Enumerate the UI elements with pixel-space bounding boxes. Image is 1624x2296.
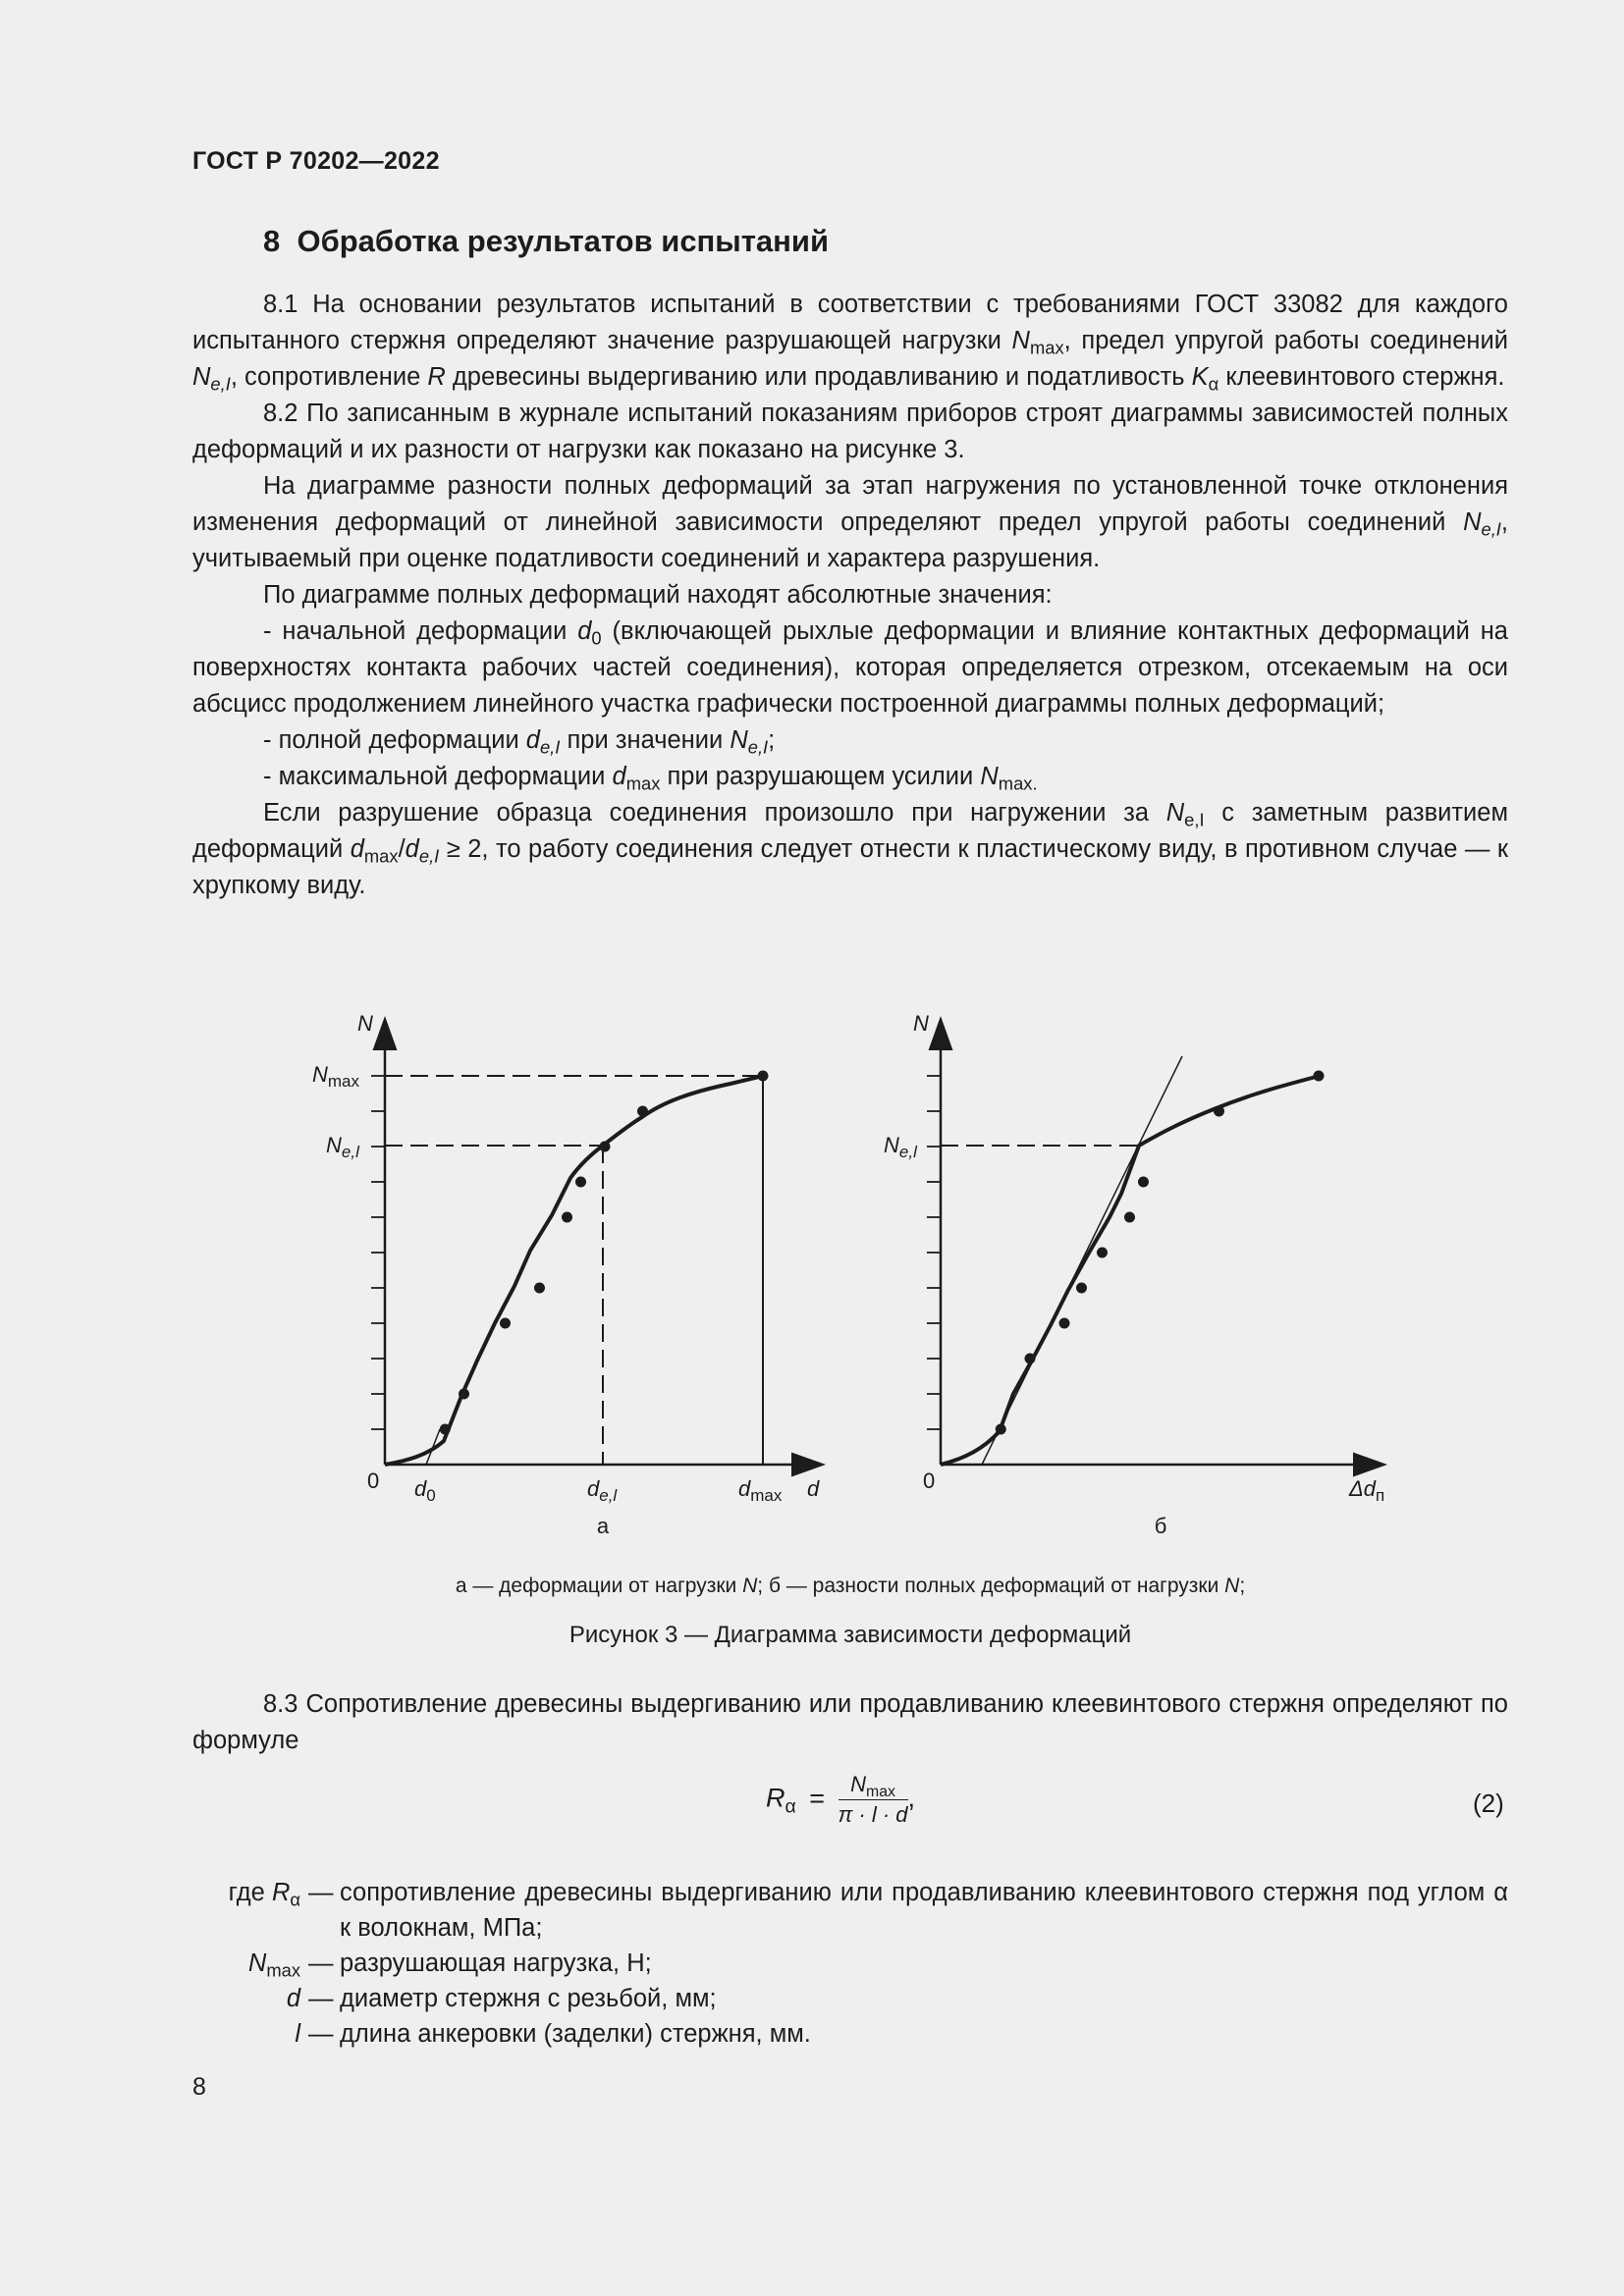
data-point [1097,1248,1108,1258]
chart-b-tangent [982,1056,1182,1465]
definition-symbol: где $R_\alpha$ [228,1879,300,1910]
chart-a-nmax-label: $N_{max}$ [312,1062,360,1091]
formula-2: $R_\alpha$ = $\frac{N_{max}}{\pi \cdot l \cdot d}$ , [766,1772,916,1827]
definition-row [192,1946,1508,1981]
chart-a-x-label: d [807,1476,820,1501]
body-text [192,287,1508,904]
formula-fraction: $\frac{N_{max}}{\pi \cdot l \cdot d}$ [838,1772,908,1827]
chart-a [312,1011,821,1538]
definition-row [192,1875,1508,1946]
data-point [1214,1106,1224,1117]
chart-b-curve [941,1076,1320,1465]
data-point [1059,1318,1070,1329]
chart-b-panel-label: б [1154,1514,1167,1538]
data-point [758,1071,769,1082]
definition-dash: — [308,2020,334,2048]
chart-a-nel-label: $N_{e,l}$ [326,1133,359,1161]
definition-row [192,1981,1508,2016]
chart-a-d0-label: $d_0$ [414,1476,436,1505]
definition-text: разрушающая нагрузка, Н; [340,1949,652,1977]
definition-text: сопротивление древесины выдергиванию или продавливанию клеевинтового стержня под углом α к волокнам, МПа; [340,1879,1508,1942]
document-code: ГОСТ Р 70202—2022 [192,147,440,175]
equation-number: (2) [1473,1789,1504,1818]
chart-a-y-ticks [371,1076,385,1429]
chart-b-origin-label: 0 [923,1468,936,1493]
definition-dash: — [308,1879,334,1906]
chart-a-y-label: N [357,1011,373,1036]
definition-row [192,2016,1508,2052]
paragraph-absolute-values: По диаграмме полных деформаций находят абсолютные значения: [263,581,1053,609]
chart-b-y-ticks [927,1076,941,1429]
figure-legend: а — деформации от нагрузки N; б — разности полных деформаций от нагрузки N; [455,1575,1246,1597]
paragraph-failure-type: Если разрушение образца соединения произошло при нагружении за $N_{e,I}$ с заметным развитием деформаций $d_{max}/d_{e,I} \ge 2$, то работу соединения следует отнести к пластическому виду, в противном случае — к хрупкому виду. [192,799,1509,899]
data-point [500,1318,511,1329]
section-heading [263,224,829,259]
definition-symbol: $N_{max}$ [247,1949,300,1981]
figure-3 [192,991,1508,1580]
chart-a-panel-label: а [596,1514,610,1538]
chart-b-nel-label: $N_{e,l}$ [884,1133,917,1161]
data-point [1076,1283,1087,1294]
paragraph-elastic-limit: На диаграмме разности полных деформаций за этап нагружения по установленной точке отклонения изменения деформаций от линейной зависимости определяют предел упругой работы соединений $N_{e,I}$, учитываемый при оценке податливости соединений и характера разрушения. [192,472,1508,572]
chart-a-dmax-label: $d_{max}$ [738,1476,783,1505]
list-item-full-deformation: - полной деформации $d_{e,I}$ при значении $N_{e,I}$; [263,726,776,758]
chart-a-del-label: $d_{e,l}$ [587,1476,618,1505]
list-item-max-deformation: - максимальной деформации $d_{max}$ при разрушающем усилии $N_{max.}$ [263,763,1038,794]
definition-dash: — [308,1985,334,2012]
data-point [1025,1354,1036,1364]
data-point [1124,1212,1135,1223]
symbol-definitions [192,1875,1508,2052]
data-point [440,1424,451,1435]
data-point [996,1424,1006,1435]
paragraph-8-3-block [192,1686,1508,1759]
data-point [637,1106,648,1117]
chart-b-x-label: $\Delta d_п$ [1349,1476,1385,1505]
chart-a-origin-label: 0 [367,1468,380,1493]
data-point [459,1389,469,1400]
data-point [1138,1177,1149,1188]
chart-b [884,1011,1384,1538]
definition-text: диаметр стержня с резьбой, мм; [340,1985,717,2012]
definition-symbol: l [295,2020,300,2048]
chart-a-curve [385,1076,763,1465]
chart-a-points [440,1071,769,1435]
chart-b-points [996,1071,1325,1435]
figure-caption: Рисунок 3 — Диаграмма зависимости деформаций [568,1622,1132,1648]
data-point [575,1177,586,1188]
page-number: 8 [192,2073,206,2101]
data-point [600,1142,611,1152]
data-point [534,1283,545,1294]
definition-text: длина анкеровки (заделки) стержня, мм. [340,2020,811,2048]
section-number: 8 [263,224,281,258]
section-title: Обработка результатов испытаний [297,224,830,258]
definition-symbol: d [286,1985,300,2012]
definition-dash: — [308,1949,334,1977]
paragraph-8-2: 8.2 По записанным в журнале испытаний показаниям приборов строят диаграммы зависимостей полных деформаций и их разности от нагрузки как показано на рисунке 3. [192,400,1508,463]
list-item-initial-deformation: - начальной деформации $d_0$ (включающей рыхлые деформации и влияние контактных деформаций на поверхностях контакта рабочих частей соединения), которая определяется отрезком, отсекаемым на оси абсцисс продолжением линейного участка графически построенной диаграммы полных деформаций; [192,617,1508,718]
paragraph-8-3: 8.3 Сопротивление древесины выдергиванию или продавливанию клеевинтового стержня определяют по формуле [192,1690,1508,1754]
paragraph-8-1: 8.1 На основании результатов испытаний в соответствии с требованиями ГОСТ 33082 для каждого испытанного стержня определяют значение разрушающей нагрузки $N_{max}$, предел упругой работы соединений $N_{e,I}$, сопротивление R древесины выдергиванию или продавливанию и податливость $K_\alpha$ клеевинтового стержня. [192,291,1508,395]
data-point [562,1212,572,1223]
chart-b-y-label: N [913,1011,929,1036]
data-point [1314,1071,1325,1082]
